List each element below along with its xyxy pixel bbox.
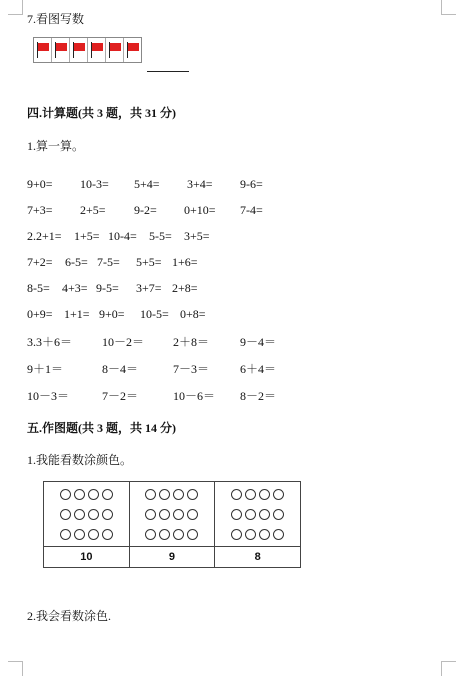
- circle-icon[interactable]: [273, 529, 284, 540]
- circle-icon[interactable]: [159, 509, 170, 520]
- circle-icon[interactable]: [173, 529, 184, 540]
- arithmetic-problem: 1+6=: [172, 255, 198, 269]
- flag-cell: [34, 38, 52, 62]
- arithmetic-problem: 9-5=: [96, 281, 119, 295]
- flag-cell: [70, 38, 88, 62]
- question-7-heading: 7.看图写数: [27, 12, 85, 26]
- circle-icon[interactable]: [231, 509, 242, 520]
- circle-icon[interactable]: [145, 529, 156, 540]
- flag-cell: [124, 38, 141, 62]
- circle-icon[interactable]: [245, 529, 256, 540]
- circle-icon[interactable]: [245, 489, 256, 500]
- circle-icon[interactable]: [231, 489, 242, 500]
- circle-icon[interactable]: [259, 489, 270, 500]
- arithmetic-problem: 8－4＝: [102, 362, 139, 376]
- flag-picture: [33, 37, 142, 63]
- arithmetic-problem: 9-2=: [134, 203, 157, 217]
- arithmetic-problem: 10-3=: [80, 177, 109, 191]
- circle-group-3[interactable]: [215, 482, 301, 547]
- circle-icon[interactable]: [74, 529, 85, 540]
- corner-mark-bottom-left: [8, 661, 23, 676]
- circle-icon[interactable]: [187, 489, 198, 500]
- red-flag-icon: [56, 43, 67, 51]
- circle-icon[interactable]: [60, 529, 71, 540]
- group-number-1: 10: [44, 547, 130, 568]
- circle-group-2[interactable]: [129, 482, 215, 547]
- red-flag-icon: [38, 43, 49, 51]
- circle-icon[interactable]: [145, 489, 156, 500]
- circle-icon[interactable]: [88, 489, 99, 500]
- circle-icon[interactable]: [245, 509, 256, 520]
- red-flag-icon: [110, 43, 121, 51]
- circle-icon[interactable]: [102, 489, 113, 500]
- arithmetic-problem: 7－2＝: [102, 389, 139, 403]
- circle-icon[interactable]: [145, 509, 156, 520]
- arithmetic-problem: 6-5=: [65, 255, 88, 269]
- red-flag-icon: [128, 43, 139, 51]
- circle-icon[interactable]: [60, 489, 71, 500]
- red-flag-icon: [74, 43, 85, 51]
- circle-icon[interactable]: [173, 489, 184, 500]
- question-4-1-label: 1.算一算。: [27, 139, 85, 153]
- circle-grid: [44, 489, 129, 540]
- circle-icon[interactable]: [259, 529, 270, 540]
- circle-icon[interactable]: [88, 509, 99, 520]
- arithmetic-problem: 10-5=: [140, 307, 169, 321]
- flag-cell: [52, 38, 70, 62]
- group-number-3: 8: [215, 547, 301, 568]
- arithmetic-problem: 0+9=: [27, 307, 53, 321]
- arithmetic-problem: 9+0=: [27, 177, 53, 191]
- circle-icon[interactable]: [88, 529, 99, 540]
- section-4-heading: 四.计算题(共 3 题，共 31 分): [27, 106, 176, 120]
- arithmetic-problem: 9-6=: [240, 177, 263, 191]
- circle-icon[interactable]: [159, 489, 170, 500]
- corner-mark-top-right: [441, 0, 456, 15]
- arithmetic-problem: 3+4=: [187, 177, 213, 191]
- circle-icon[interactable]: [74, 489, 85, 500]
- circle-icon[interactable]: [74, 509, 85, 520]
- circle-icon[interactable]: [273, 489, 284, 500]
- circle-icon[interactable]: [60, 509, 71, 520]
- question-5-1-label: 1.我能看数涂颜色。: [27, 453, 133, 467]
- arithmetic-problem: 7+2=: [27, 255, 53, 269]
- corner-mark-bottom-right: [441, 661, 456, 676]
- circle-icon[interactable]: [187, 509, 198, 520]
- circle-icon[interactable]: [273, 509, 284, 520]
- circle-icon[interactable]: [231, 529, 242, 540]
- circle-icon[interactable]: [259, 509, 270, 520]
- circle-icon[interactable]: [159, 529, 170, 540]
- arithmetic-problem: 2.2+1=: [27, 229, 62, 243]
- flag-cell: [106, 38, 124, 62]
- arithmetic-problem: 7-5=: [97, 255, 120, 269]
- arithmetic-problem: 9＋1＝: [27, 362, 64, 376]
- arithmetic-problem: 5+4=: [134, 177, 160, 191]
- circle-grid: [130, 489, 215, 540]
- circle-icon[interactable]: [102, 509, 113, 520]
- arithmetic-problem: 10－2＝: [102, 335, 145, 349]
- arithmetic-problem: 8-5=: [27, 281, 50, 295]
- flag-cell: [88, 38, 106, 62]
- arithmetic-problem: 2＋8＝: [173, 335, 210, 349]
- arithmetic-problem: 1+5=: [74, 229, 100, 243]
- arithmetic-problem: 0+8=: [180, 307, 206, 321]
- group-number-2: 9: [129, 547, 215, 568]
- circle-group-1[interactable]: [44, 482, 130, 547]
- arithmetic-problem: 3+7=: [136, 281, 162, 295]
- arithmetic-problem: 2+8=: [172, 281, 198, 295]
- circle-icon[interactable]: [102, 529, 113, 540]
- circle-coloring-table: [43, 481, 301, 568]
- arithmetic-problem: 10-4=: [108, 229, 137, 243]
- arithmetic-problem: 5+5=: [136, 255, 162, 269]
- section-5-heading: 五.作图题(共 3 题，共 14 分): [27, 421, 176, 435]
- circle-icon[interactable]: [173, 509, 184, 520]
- question-5-2-label: 2.我会看数涂色.: [27, 609, 112, 623]
- arithmetic-problem: 3.3＋6＝: [27, 335, 73, 349]
- red-flag-icon: [92, 43, 103, 51]
- arithmetic-problem: 8－2＝: [240, 389, 277, 403]
- circle-icon[interactable]: [187, 529, 198, 540]
- arithmetic-problem: 4+3=: [62, 281, 88, 295]
- arithmetic-problem: 10－3＝: [27, 389, 70, 403]
- arithmetic-problem: 9+0=: [99, 307, 125, 321]
- arithmetic-problem: 9－4＝: [240, 335, 277, 349]
- arithmetic-problem: 0+10=: [184, 203, 216, 217]
- arithmetic-problem: 6＋4＝: [240, 362, 277, 376]
- arithmetic-problem: 7－3＝: [173, 362, 210, 376]
- circle-grid: [215, 489, 300, 540]
- arithmetic-problem: 2+5=: [80, 203, 106, 217]
- corner-mark-top-left: [8, 0, 23, 15]
- arithmetic-problem: 1+1=: [64, 307, 90, 321]
- arithmetic-problem: 7+3=: [27, 203, 53, 217]
- arithmetic-problem: 10－6＝: [173, 389, 216, 403]
- arithmetic-problem: 5-5=: [149, 229, 172, 243]
- arithmetic-problem: 3+5=: [184, 229, 210, 243]
- arithmetic-problem: 7-4=: [240, 203, 263, 217]
- answer-blank-line[interactable]: [147, 71, 189, 72]
